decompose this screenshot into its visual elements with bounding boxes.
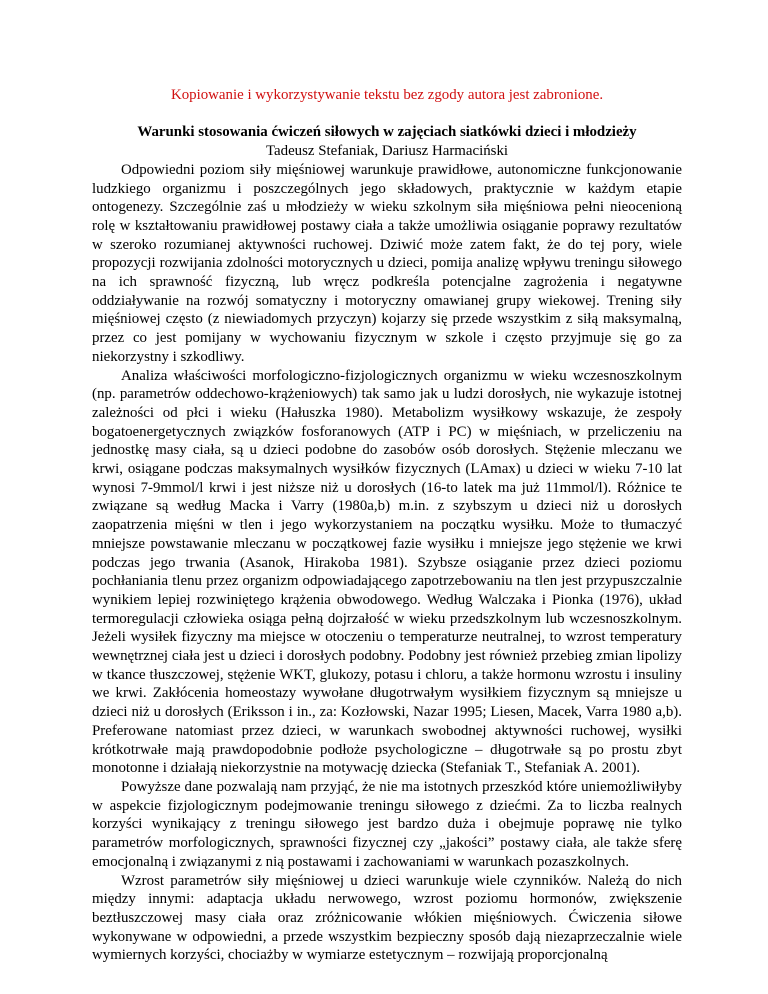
paragraph-4: Wzrost parametrów siły mięśniowej u dzieci warunkuje wiele czynników. Należą do nich między innymi: adaptacja układu nerwowego, wzrost poziomu hormonów, zwiększenie beztłuszczowej masy ciała oraz zróżnicowanie włókien mięśniowych. Ćwiczenia siłowe wykonywane w odpowiedni, a przede wszystkim bezpieczny sposób dają niezaprzeczalnie wiele wymiernych korzyści, chociażby w wymiarze estetycznym – rozwijają proporcjonalną bbox=[92, 872, 682, 964]
paragraph-3: Powyższe dane pozwalają nam przyjąć, że nie ma istotnych przeszkód które uniemożliwiłyby w aspekcie fizjologicznym podejmowanie treningu siłowego z dziećmi. Za to liczba realnych korzyści wynikający z treningu siłowego jest bardzo duża i obejmuje poprawę nie tylko parametrów morfologicznych, sprawności fizycznej czy „jakości” postawy ciała, ale także sferę emocjonalną i związanymi z nią postawami i zachowaniami w warunkach pozaszkolnych. bbox=[92, 779, 682, 870]
article-authors: Tadeusz Stefaniak, Dariusz Harmaciński bbox=[265, 143, 509, 160]
blank-line bbox=[92, 105, 682, 124]
document-page bbox=[92, 86, 682, 965]
paragraph-2: Analiza właściwości morfologiczno-fizjologicznych organizmu w wieku wczesnoszkolnym (np. parametrów oddechowo-krążeniowych) tak samo jak u ludzi dorosłych, nie wykazuje istotnej zależności od płci i wieku (Hałuszka 1980). Metabolizm wysiłkowy wskazuje, że zespoły bogatoenergetycznych związków fosforanowych (ATP i PC) w mięśniach, w przeliczeniu na jednostkę masy ciała, są u dzieci podobne do zasobów osób dorosłych. Stężenie mleczanu we krwi, osiągane podczas maksymalnych wysiłków fizycznych (LAmax) u dzieci w wieku 7-10 lat wynosi 7-9mmol/l krwi i jest niższe niż u dorosłych (16-to latek ma już 11mmol/l). Różnice te związane są według Macka i Varry (1980a,b) m.in. z szybszym u dzieci niż u dorosłych zaopatrzenia mięśni w tlen i jego wykorzystaniem na początku wysiłku. Może to tłumaczyć mniejsze powstawanie mleczanu w początkowej fazie wysiłku i mniejsze jego stężenie we krwi podczas jego trwania (Asanok, Hirakoba 1981). Szybsze osiąganie przez dzieci poziomu pochłaniania tlenu przez organizm odpowiadającego zapotrzebowaniu na tlen jest przypuszczalnie wynikiem lepiej rozwiniętego krążenia obwodowego. Według Walczaka i Pionka (1976), układ termoregulacji człowieka osiąga pełną dojrzałość w wieku przedszkolnym lub wczesnoszkolnym. Jeżeli wysiłek fizyczny ma miejsce w otoczeniu o temperaturze neutralnej, to wzrost temperatury wewnętrznej ciała jest u dzieci i dorosłych podobny. Podobny jest również przebieg zmian lipolizy w tkance tłuszczowej, stężenie WKT, glukozy, potasu i chloru, a także hormonu wzrostu i insuliny we krwi. Zakłócenia homeostazy wywołane długotrwałym wysiłkiem fizycznym są mniejsze u dzieci niż u dorosłych (Eriksson i in., za: Kozłowski, Nazar 1995; Liesen, Macek, Varra 1980 a,b). Preferowane natomiast przez dzieci, w warunkach swobodnej aktywności ruchowej, wysiłki krótkotrwałe mają prawdopodobnie podłoże psychologiczne – długotrwałe są po prostu zbyt monotonne i działają niekorzystnie na motywację dziecka (Stefaniak T., Stefaniak A. 2001). bbox=[92, 367, 682, 777]
article-title: Warunki stosowania ćwiczeń siłowych w zajęciach siatkówki dzieci i młodzieży bbox=[137, 124, 637, 141]
paragraph-1: Odpowiedni poziom siły mięśniowej warunkuje prawidłowe, autonomiczne funkcjonowanie ludzkiego organizmu i poszczególnych jego składowych, praktycznie w każdym etapie ontogenezy. Szczególnie zaś u młodzieży w wieku szkolnym siła mięśniowa pełni nieocenioną rolę w kształtowaniu prawidłowej postawy ciała a także umożliwia osiąganie poprawy rezultatów w szeroko rozumianej aktywności ruchowej. Dziwić może zatem fakt, że do tej pory, wiele propozycji rozwijania zdolności motorycznych u dzieci, pomija analizę wpływu treningu siłowego na ich sprawność fizyczną, lub wręcz podkreśla potencjalne zagrożenia i negatywne oddziaływanie na rozwój somatyczny i motoryczny omawianej grupy wiekowej. Trening siły mięśniowej często (z niewiadomych przyczyn) kojarzy się przede wszystkim z siłą maksymalną, przez co jest pomijany w wychowaniu fizycznym w szkole i często przyjmuje się go za niekorzystny i szkodliwy. bbox=[92, 161, 682, 365]
copyright-notice: Kopiowanie i wykorzystywanie tekstu bez zgody autora jest zabronione. bbox=[170, 87, 604, 103]
